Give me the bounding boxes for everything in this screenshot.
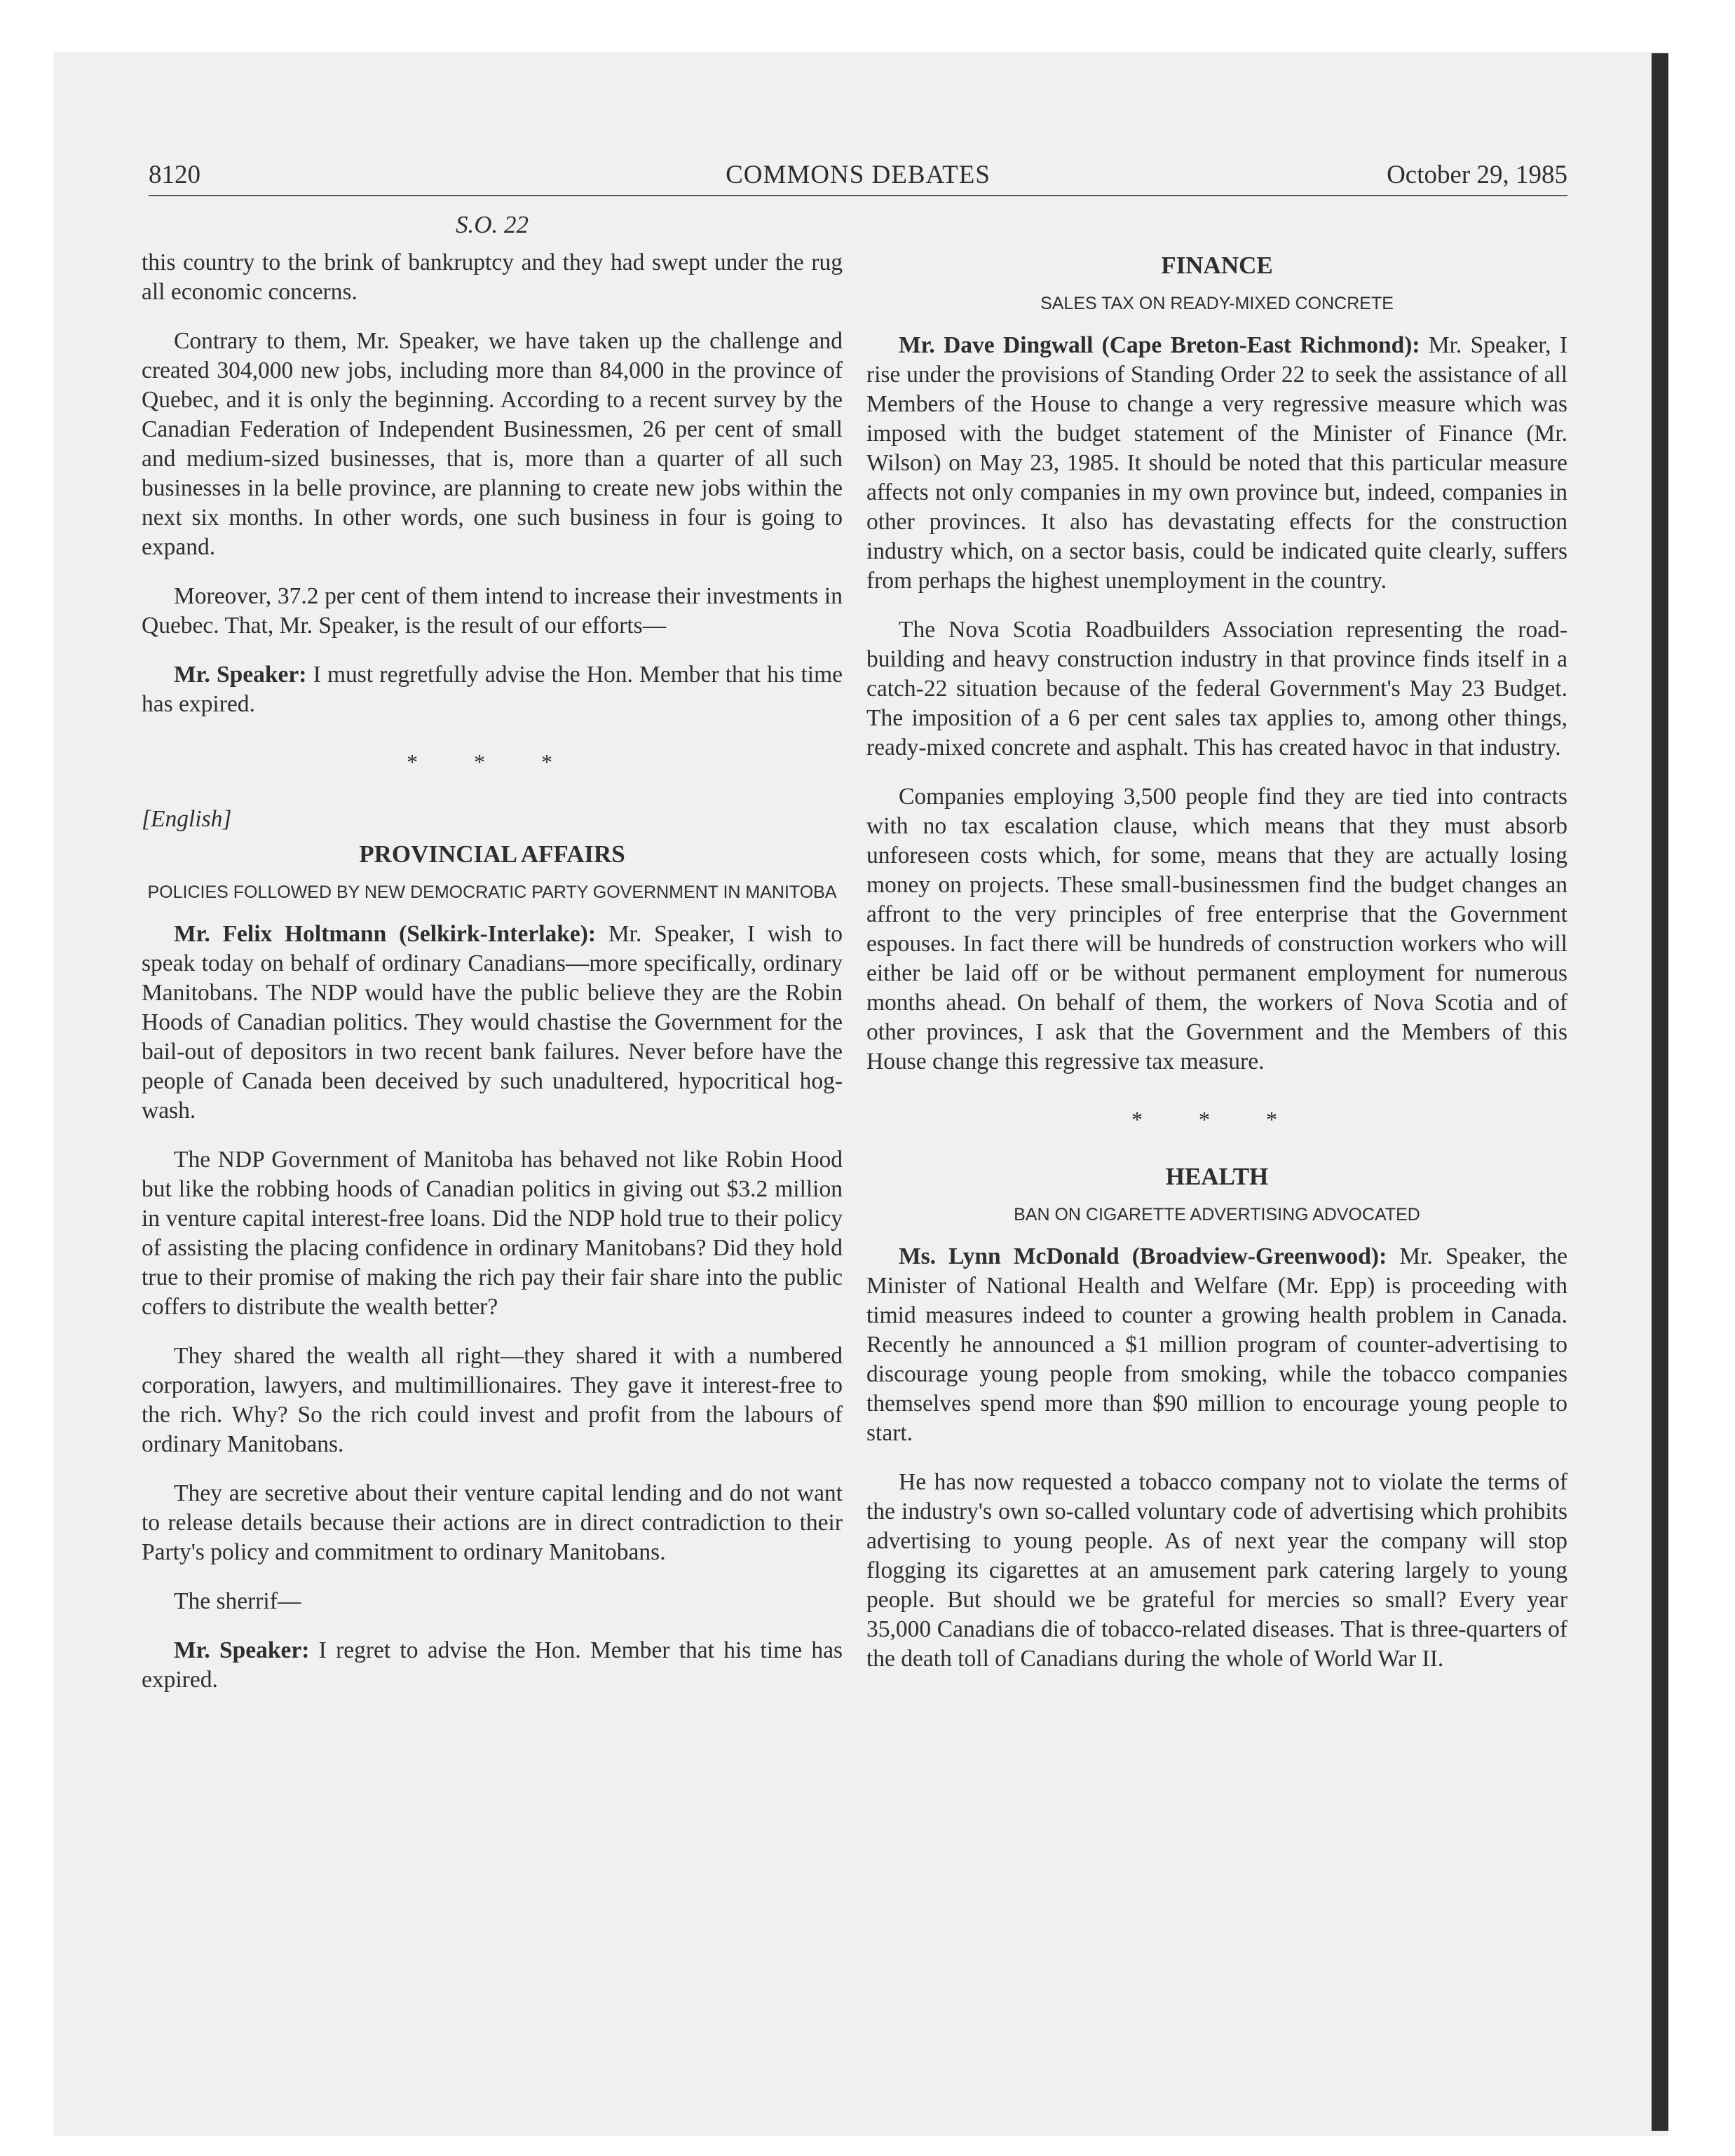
paragraph: They shared the wealth all right—they shared it with a numbered corporation, lawyers, and multimillionaires. They gave it interest-free to the rich. Why? So the rich could invest and profit from the labours of ordinary Manitobans. (142, 1343, 843, 1457)
speaker-paragraph (142, 920, 843, 1126)
speaker-name: Mr. Felix Holtmann (Selkirk-Interlake): (174, 921, 597, 947)
paragraph: The NDP Government of Manitoba has behaved not like Robin Hood but like the robbing hoods of Canadian politics in giving out $3.2 million in venture capital interest-free loans. Did the NDP hold true to their policy of assisting the placing confidence in ordinary Manitobans? Did they hold true to their promise of making the rich pay their fair share into the public coffers to distribute the wealth better? (142, 1147, 843, 1320)
speech-text: Mr. Speaker, I wish to speak today on behalf of ordinary Canadians—more specifically, ordinary Manitobans. The NDP would have the public believe they are the Robin Hoods of Canadian politics. They would chastise the Government for the bail-out of depositors in two recent bank failures. Never before have the people of Canada been deceived by such unadultered, hypocritical hog-wash. (142, 921, 843, 1124)
right-column (866, 245, 1567, 1693)
speech-text: Mr. Speaker, the Minister of National Health and Welfare (Mr. Epp) is proceeding with timid measures indeed to counter a growing health problem in Canada. Recently he announced a $1 million program of counter-advertising to discourage young people from smoking, while the tobacco companies themselves spend more than $90 million to encourage young people to start. (866, 1243, 1567, 1446)
paragraph: They are secretive about their venture capital lending and do not want to release details because their actions are in direct contradiction to their Party's policy and commitment to ordinary Manitobans. (142, 1480, 843, 1565)
language-tag: [English] (142, 806, 232, 832)
paragraph: He has now requested a tobacco company not to violate the terms of the industry's own so-called voluntary code of advertising which prohibits advertising to young people. As of next year the company will stop flogging its cigarettes at an amusement park catering largely to young people. But should we be grateful for mercies so small? Every year 35,000 Canadians die of tobacco-related diseases. That is three-quarters of the death toll of Canadians during the whole of World War II. (866, 1469, 1567, 1672)
speaker-name: Mr. Speaker: (174, 1637, 310, 1663)
publication-title: COMMONS DEBATES (726, 161, 991, 189)
section-separator: * * * (1131, 1107, 1302, 1132)
scan-edge-shadow (1652, 53, 1668, 2131)
paragraph: The sherrif— (174, 1588, 301, 1614)
left-column (142, 210, 843, 1714)
speaker-paragraph (142, 1636, 843, 1695)
speech-text: I regret to advise the Hon. Member that his time has expired. (142, 1637, 843, 1693)
speaker-paragraph (142, 660, 843, 719)
paragraph: Contrary to them, Mr. Speaker, we have taken up the challenge and created 304,000 new jobs, including more than 84,000 in the province of Quebec, and it is only the beginning. According to a recent survey by the Canadian Federation of Independent Businessmen, 26 per cent of small and medium-sized businesses, that is, more than a quarter of all such businesses in la belle province, are planning to create new jobs within the next six months. In other words, one such business in four is going to expand. (142, 328, 843, 560)
section-subheading: POLICIES FOLLOWED BY NEW DEMOCRATIC PARTY GOVERNMENT IN MANITOBA (147, 882, 837, 902)
header-rule (149, 195, 1567, 196)
speaker-paragraph (866, 331, 1567, 596)
paragraph: Moreover, 37.2 per cent of them intend to increase their investments in Quebec. That, Mr. Speaker, is the result of our efforts— (142, 583, 843, 639)
speaker-paragraph (866, 1242, 1567, 1448)
speaker-name: Ms. Lynn McDonald (Broadview-Greenwood): (899, 1243, 1387, 1269)
paragraph: this country to the brink of bankruptcy and they had swept under the rug all economic concerns. (142, 250, 843, 305)
speaker-name: Mr. Speaker: (174, 662, 307, 688)
section-subheading: SALES TAX ON READY-MIXED CONCRETE (1040, 294, 1394, 313)
speaker-name: Mr. Dave Dingwall (Cape Breton-East Richmond): (899, 332, 1420, 358)
section-heading: PROVINCIAL AFFAIRS (359, 840, 625, 868)
section-heading: FINANCE (1161, 252, 1273, 279)
paragraph: Companies employing 3,500 people find they are tied into contracts with no tax escalation clause, which means that they must absorb unforeseen costs which, for some, means that they are actually losing money on projects. These small-businessmen find the budget changes an affront to the very principles of free enterprise that the Government espouses. In fact there will be hundreds of construction workers who will either be laid off or be without permanent employment for numerous months ahead. On behalf of them, the workers of Nova Scotia and of other provinces, I ask that the Government and the Members of this House change this regressive tax measure. (866, 784, 1567, 1074)
section-subheading: BAN ON CIGARETTE ADVERTISING ADVOCATED (1014, 1205, 1420, 1224)
speech-text: I must regretfully advise the Hon. Member that his time has expired. (142, 662, 843, 717)
page-number: 8120 (149, 161, 200, 189)
page-date: October 29, 1985 (1387, 161, 1567, 189)
page-header (149, 160, 1567, 196)
speech-text: Mr. Speaker, I rise under the provisions of Standing Order 22 to seek the assistance of all Members of the House to change a very regressive measure which was imposed with the budget statement of the Minister of Finance (Mr. Wilson) on May 23, 1985. It should be noted that this particular measure affects not only companies in my own province but, indeed, companies in other provinces. It also has devastating effects for the construction industry which, on a sector basis, could be indicated quite clearly, suffers from perhaps the highest unemployment in the country. (866, 332, 1567, 594)
paragraph: The Nova Scotia Roadbuilders Association representing the road-building and heavy construction industry in that province finds itself in a catch-22 situation because of the federal Government's May 23 Budget. The imposition of a 6 per cent sales tax applies to, among other things, ready-mixed concrete and asphalt. This has created havoc in that industry. (866, 617, 1567, 760)
standing-order-label: S.O. 22 (455, 211, 529, 238)
section-separator: * * * (407, 749, 578, 775)
section-heading: HEALTH (1165, 1163, 1269, 1190)
